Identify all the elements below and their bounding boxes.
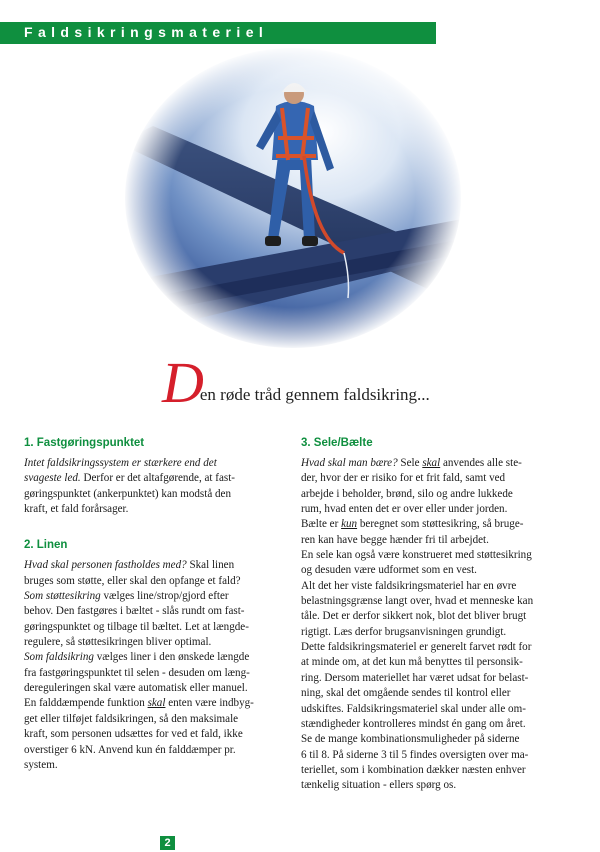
text-line: at minde om, at det kun må benyttes til personsik-: [301, 656, 523, 669]
section-body: [24, 456, 282, 517]
section-body: [301, 456, 567, 794]
section-fastgoringspunktet: [24, 436, 282, 517]
text-line: ren kan have begge hænder fri til arbejdet.: [301, 533, 489, 546]
text-line: Hvad skal man bære? Sele skal anvendes alle ste-: [301, 457, 522, 469]
text-line: udskiftes. Faldsikringsmateriel skal under alle om-: [301, 702, 526, 715]
text-line: kraft, som personen udsættes for ved et fald, ikke: [24, 728, 243, 741]
headline-text: en røde tråd gennem faldsikring...: [199, 385, 430, 404]
text-line: gøringspunktet (ankerpunktet) kan modstå den: [24, 487, 232, 500]
text-line: teriellet, som i kombination dækker næsten enhver: [301, 763, 526, 776]
text-line: stændigheder kontrolleres mindst én gang om året.: [301, 717, 526, 730]
text-line: og desuden være udformet som en vest.: [301, 564, 477, 577]
text-line: Hvad skal personen fastholdes med? Skal linen: [24, 559, 235, 572]
text-line: gøringspunktet og tilbage til bæltet. Let at længde-: [24, 620, 249, 633]
text-line: En sele kan også være konstrueret med støttesikring: [301, 549, 532, 562]
section-heading: 2. Linen: [24, 539, 68, 552]
text-line: En falddæmpende funktion skal enten være indbyg-: [24, 697, 254, 710]
text-line: rum, hvad enten det er over eller under jorden.: [301, 503, 508, 516]
text-line: bruges som støtte, eller skal den opfange et fald?: [24, 574, 241, 587]
text-line: svageste led. Derfor er det altafgørende, at fast-: [24, 472, 235, 485]
worker-photo: [118, 48, 468, 348]
headline-dropcap: D: [162, 350, 204, 415]
text-line: 6 til 8. På siderne 3 til 5 findes oversigten over ma-: [301, 748, 529, 761]
text-line: Som faldsikring vælges liner i den ønskede længde: [24, 651, 250, 664]
left-column: [24, 436, 282, 773]
text-line: overstiger 6 kN. Anvend kun én falddæmper pr.: [24, 743, 236, 756]
text-line: der, hvor der er risiko for et frit fald, samt ved: [301, 472, 506, 485]
text-line: Se de mange kombinationsmuligheder på siderne: [301, 733, 520, 746]
text-line: Som støttesikring vælges line/strop/gjord efter: [24, 590, 229, 603]
text-line: Dette faldsikringsmateriel er generelt farvet rødt for: [301, 641, 532, 654]
text-line: arbejde i beholder, brønd, silo og andre lukkede: [301, 487, 513, 500]
page-number: 2: [160, 836, 175, 850]
text-line: get eller tilføjet faldsikringen, så den maksimale: [24, 712, 239, 725]
header-bar: [0, 22, 436, 44]
text-line: belastningsgrænse langt over, hvad et menneske kan: [301, 595, 534, 608]
section-heading: 1. Fastgøringspunktet: [24, 437, 145, 449]
text-line: dereguleringen skal være automatisk eller manuel.: [24, 682, 248, 695]
section-heading: 3. Sele/Bælte: [301, 437, 373, 449]
page-title: Faldsikringsmateriel: [24, 24, 269, 40]
text-line: ring. Dersom materiellet har været udsat for belast-: [301, 671, 529, 684]
text-line: behov. Den fastgøres i bæltet - slås rundt om fast-: [24, 605, 245, 618]
text-line: Alt det her viste faldsikringsmateriel har en øvre: [301, 579, 517, 592]
right-column: [301, 436, 567, 794]
headline: [162, 350, 430, 415]
section-body: [24, 558, 282, 773]
text-line: Bælte er kun beregnet som støttesikring, så bruge-: [301, 518, 524, 531]
text-line: fra fastgøringspunktet til selen - desuden om læng-: [24, 666, 250, 679]
text-line: system.: [24, 758, 58, 771]
text-line: tåle. Det er derfor sikkert nok, blot det bliver brugt: [301, 610, 527, 623]
text-line: Intet faldsikringssystem er stærkere end det: [24, 457, 217, 469]
section-linen: [24, 538, 282, 773]
text-line: regulere, så støttesikringen bliver optimal.: [24, 636, 212, 649]
text-line: ning, skal det omgående sendes til kontrol eller: [301, 687, 511, 700]
text-line: tænkelig situation - ellers spørg os.: [301, 779, 457, 792]
section-sele-baelte: [301, 436, 567, 794]
text-line: kraft, et fald forårsager.: [24, 503, 129, 516]
text-line: rigtigt. Læs derfor brugsanvisningen grundigt.: [301, 625, 507, 638]
